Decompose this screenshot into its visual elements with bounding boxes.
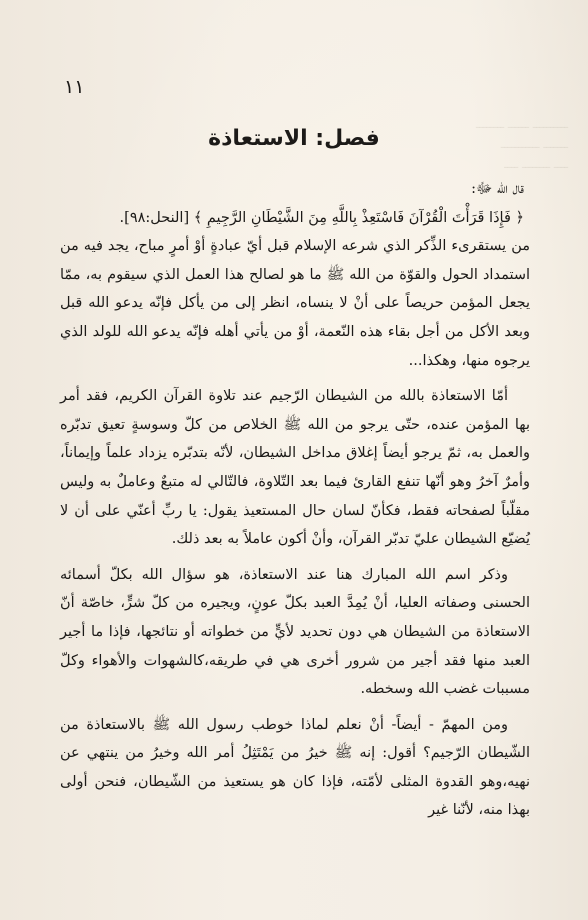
paragraph-3: وذكر اسم الله المبارك هنا عند الاستعاذة، هو سؤال الله بكلّ أسمائه الحسنى وصفاته العليا، أنْ يُمِدَّ العبد بكلّ عونٍ، ويجيره من كلّ شرٍّ، خاصّة أنّ الاستعاذة من الشيطان هي دون تحديد لأيٍّ من خطواته أو نتائجها، فإذا ما أجير العبد منها فقد أجير من شرور أخرى هي في طريقه،كالشهوات والأهواء وكلّ مسببات غضب الله وسخطه. [60,566,530,698]
verse-close-bracket: ﴾ [193,209,203,226]
paragraph-1: من يستقرىء الذِّكر الذي شرعه الإسلام قبل أيّ عبادةٍ أوْ أمرٍ مباح، يجد فيه من استمداد الحول والقوّة من الله ﷺ ما هو لصالح هذا العمل الذي سيقوم به، ممّا يجعل المؤمن حريصاً على أنْ لا ينساه، انظر إلى من يأكل فإنّه يدعو الله قبل وبعد الأكل من أجل بقاء هذه النّعمة، أوْ من يأتي أهله فإنّه يدعو الله للولد الذي يرجوه منها، وهكذا... [60,238,530,369]
paragraph-2: أمّا الاستعاذة بالله من الشيطان الرّجيم عند تلاوة القرآن الكريم، فقد أمر بها المؤمن عنده، حتّى يرجو من الله ﷺ الخلاص من كلّ وسوسةٍ تعيق تدبّره والعمل به، ثمّ يرجو أيضاً إغلاق مداخل الشيطان، لأنّه بتدبّره يزداد علماً وإيماناً، وأمرٌ آخرُ وهو أنّها تنفع القارئ فيما بعد التّلاوة، فالتّالي له متبعٌ وعاملٌ به وليس مقلّباً لصفحاته فقط، فكأنّ لسان حال المستعيذ يقول: يا ربِّ أعنّي على أن لا يُضيّع الشيطان عليّ تدبّر القرآن، وأنْ أكون عاملاً به بعد ذلك. [60,388,530,548]
body-text [60,175,530,825]
bleed-through-text: ــــــــــ ــــــ ــــــــ ـــــــ ـــــــــــ ــــ ــــــــ ــــ [475,117,568,171]
verse-open-bracket: ﴿ [515,209,524,226]
chapter-title: فصل: الاستعاذة [208,126,380,151]
page-number: ١١ [64,76,85,98]
quran-verse [60,204,530,233]
verse-reference: [النحل:٩٨]. [119,209,190,226]
paragraph-4: ومن المهمّ - أيضاً- أنْ نعلم لماذا خوطب رسول الله ﷺ بالاستعاذة من الشّيطان الرّجيم؟ أقول: إنه ﷺ خيرُ من يَمْتَثِلُ أمر الله وخيرُ من ينتهي عن نهيه،وهو القدوة المثلى لأمّته، فإذا كان هو يستعيذ من الشّيطان، فنحن أولى بهذا منه، لأنّنا غير [60,716,530,819]
verse-intro: قال الله ﷻ: [471,181,524,197]
verse-text: فَإِذَا قَرَأْتَ الْقُرْآنَ فَاسْتَعِذْ بِاللَّهِ مِنَ الشَّيْطَانِ الرَّجِيمِ [206,209,511,226]
